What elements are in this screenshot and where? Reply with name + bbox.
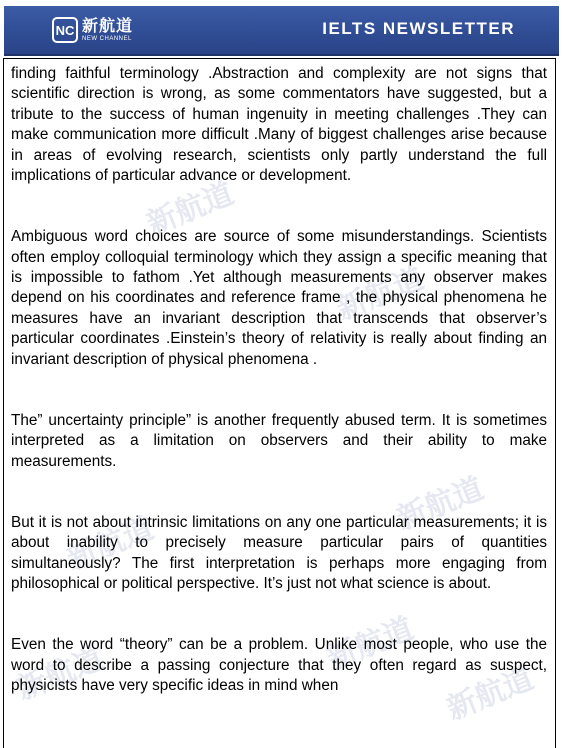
watermark: 新航道 [12, 641, 109, 708]
brand-logo [52, 15, 133, 45]
paragraph: Even the word “theory” can be a problem. Unlike most people, who use the word to describe a passing conjecture that they often regard as suspect, physicists have very specific ideas in mind when [11, 636, 547, 695]
logo-english-name: NEW CHANNEL [82, 36, 132, 42]
paragraph: Ambiguous word choices are source of some misunderstandings. Scientists often employ colloquial terminology which they assign a specific meaning that is impossible to fathom .Yet although measurements any observer makes depend on his coordinates and reference frame , the physical phenomena he measures have an invariant description that transcends that observer’s particular coordinates .Einstein’s theory of relativity is really about finding an invariant description of physical phenomena . [11, 228, 547, 368]
newsletter-title: IELTS NEWSLETTER [322, 19, 515, 38]
paragraph: finding faithful terminology .Abstraction and complexity are not signs that scientific direction is wrong, as some commentators have suggested, but a tribute to the success of human ingenuity in meeting challenges .They can make communication more difficult .Many of biggest challenges arise because in areas of evolving research, scientists only partly understand the full implications of particular advance or development. [11, 65, 547, 185]
paragraph: The” uncertainty principle” is another frequently abused term. It is sometimes interpreted as a limitation on observers and their ability to make measurements. [11, 411, 547, 470]
watermark: 新航道 [392, 471, 489, 538]
watermark: 新航道 [442, 661, 539, 728]
logo-text [82, 18, 133, 42]
watermark: 新航道 [332, 261, 429, 328]
watermark: 新航道 [142, 176, 239, 243]
paragraph: But it is not about intrinsic limitations on any one particular measurements; it is about inability to precisely measure particular pairs of quantities simultaneously? The first interpretation is perhaps more engaging from philosophical or political perspective. It’s just not what science is about. [11, 513, 547, 593]
logo-mark-icon: NC [52, 17, 78, 43]
watermark: 新航道 [322, 611, 419, 678]
logo-chinese-name: 新航道 [82, 16, 134, 35]
newsletter-header [4, 6, 559, 56]
watermark: 新航道 [62, 511, 159, 578]
article-body [3, 58, 556, 748]
article-text [11, 64, 547, 697]
